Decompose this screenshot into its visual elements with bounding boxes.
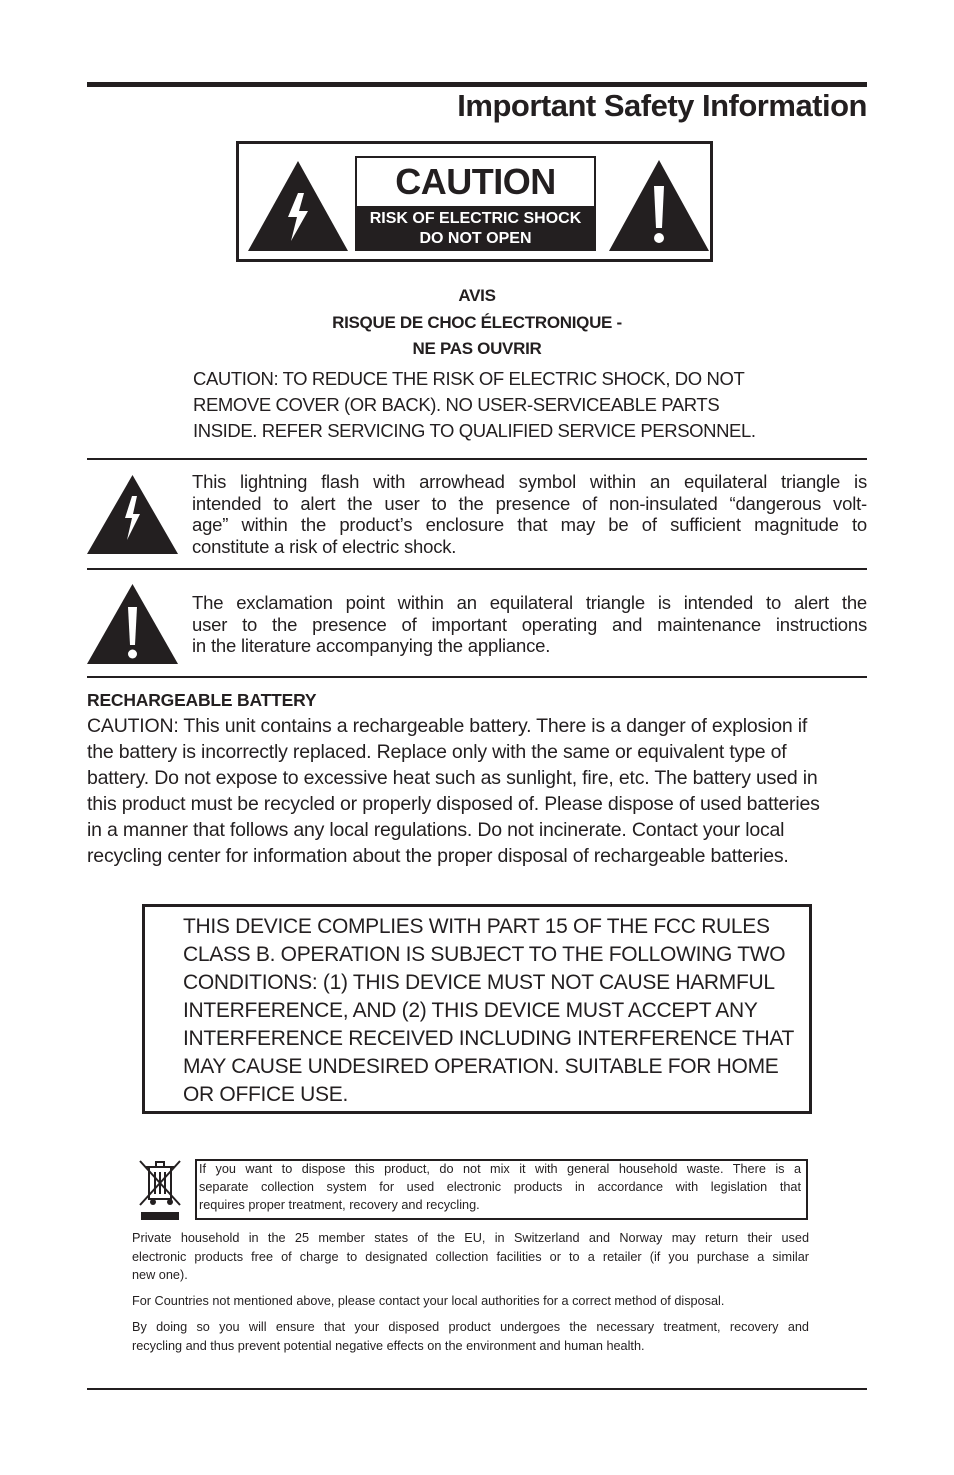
fcc-text-line: CLASS B. OPERATION IS SUBJECT TO THE FOLLOWING TWO: [183, 943, 786, 966]
caution-label: [236, 141, 713, 262]
fcc-text-line: INTERFERENCE, AND (2) THIS DEVICE MUST ACCEPT ANY: [183, 999, 758, 1022]
bottom-rule: [87, 1388, 867, 1390]
closing-text-line: By doing so you will ensure that your disposed product undergoes the necessary treatment, recovery and: [132, 1320, 809, 1334]
page-title: Important Safety Information: [457, 88, 867, 123]
eu-text-line: new one).: [132, 1268, 188, 1282]
battery-text-line: in a manner that follows any local regulations. Do not incinerate. Contact your local: [87, 819, 785, 841]
caution-line-2: DO NOT OPEN: [419, 230, 532, 247]
fcc-text-line: THIS DEVICE COMPLIES WITH PART 15 OF THE FCC RULES: [183, 915, 770, 938]
text-line: This lightning flash with arrowhead symbol within an equilateral triangle is: [192, 471, 867, 492]
closing-text-line: recycling and thus prevent potential negative effects on the environment and human health.: [132, 1339, 645, 1353]
exclamation-explanation: [192, 592, 867, 657]
lightning-explanation: [192, 471, 867, 557]
caution-center: [355, 156, 596, 251]
battery-text-line: battery. Do not expose to excessive heat such as sunlight, fire, etc. The battery used in: [87, 767, 818, 789]
caution-warning-panel: [355, 206, 596, 251]
caution-text-line: INSIDE. REFER SERVICING TO QUALIFIED SERVICE PERSONNEL.: [193, 420, 756, 441]
battery-text-line: this product must be recycled or properly disposed of. Please dispose of used batteries: [87, 793, 820, 815]
fcc-text-line: CONDITIONS: (1) THIS DEVICE MUST NOT CAUSE HARMFUL: [183, 971, 775, 994]
divider: [87, 458, 867, 460]
french-notice-line: NE PAS OUVRIR: [412, 339, 542, 358]
disposal-text-line: If you want to dispose this product, do not mix it with general household waste. There is a: [199, 1162, 801, 1176]
text-line: user to the presence of important operating and maintenance instructions: [192, 613, 867, 635]
eu-text-line: electronic products free of charge to designated collection facilities or to a retailer (if you purchase a similar: [132, 1250, 809, 1264]
text-line: intended to alert the user to the presence of non-insulated “dangerous volt-: [192, 492, 867, 514]
french-notice-line: RISQUE DE CHOC ÉLECTRONIQUE -: [332, 313, 622, 332]
caution-word: CAUTION: [355, 156, 596, 208]
battery-heading: RECHARGEABLE BATTERY: [87, 690, 317, 710]
battery-text-line: CAUTION: This unit contains a rechargeable battery. There is a danger of explosion if: [87, 715, 808, 737]
fcc-text-line: MAY CAUSE UNDESIRED OPERATION. SUITABLE FOR HOME: [183, 1055, 779, 1078]
lightning-triangle-icon: [86, 474, 179, 555]
text-line: age” within the product’s enclosure that may be of sufficient magnitude to: [192, 514, 867, 535]
disposal-text-line: separate collection system for used electronic products in accordance with legislation that: [199, 1180, 801, 1194]
text-line: in the literature accompanying the appliance.: [192, 635, 551, 656]
lightning-triangle-icon: [246, 159, 350, 253]
divider: [87, 568, 867, 570]
text-line: The exclamation point within an equilateral triangle is intended to alert the: [192, 592, 867, 613]
fcc-text-line: OR OFFICE USE.: [183, 1083, 348, 1106]
caution-line-1: RISK OF ELECTRIC SHOCK: [369, 210, 582, 227]
other-countries-text: For Countries not mentioned above, please contact your local authorities for a correct method of disposal.: [132, 1294, 725, 1308]
top-rule: [87, 82, 867, 87]
exclamation-triangle-icon: [607, 158, 711, 253]
crossed-out-bin-icon: [136, 1157, 184, 1221]
eu-text-line: Private household in the 25 member states of the EU, in Switzerland and Norway may return their used: [132, 1231, 809, 1245]
battery-text-line: recycling center for information about the proper disposal of rechargeable batteries.: [87, 845, 789, 867]
fcc-text-line: INTERFERENCE RECEIVED INCLUDING INTERFERENCE THAT: [183, 1027, 795, 1050]
text-line: constitute a risk of electric shock.: [192, 535, 457, 557]
caution-text-line: REMOVE COVER (OR BACK). NO USER-SERVICEABLE PARTS: [193, 394, 720, 415]
battery-text-line: the battery is incorrectly replaced. Replace only with the same or equivalent type of: [87, 741, 787, 763]
caution-text-line: CAUTION: TO REDUCE THE RISK OF ELECTRIC SHOCK, DO NOT: [193, 368, 745, 389]
divider: [87, 676, 867, 678]
exclamation-triangle-icon: [86, 583, 179, 665]
french-notice-line: AVIS: [458, 286, 496, 305]
disposal-text-line: requires proper treatment, recovery and recycling.: [199, 1198, 480, 1212]
